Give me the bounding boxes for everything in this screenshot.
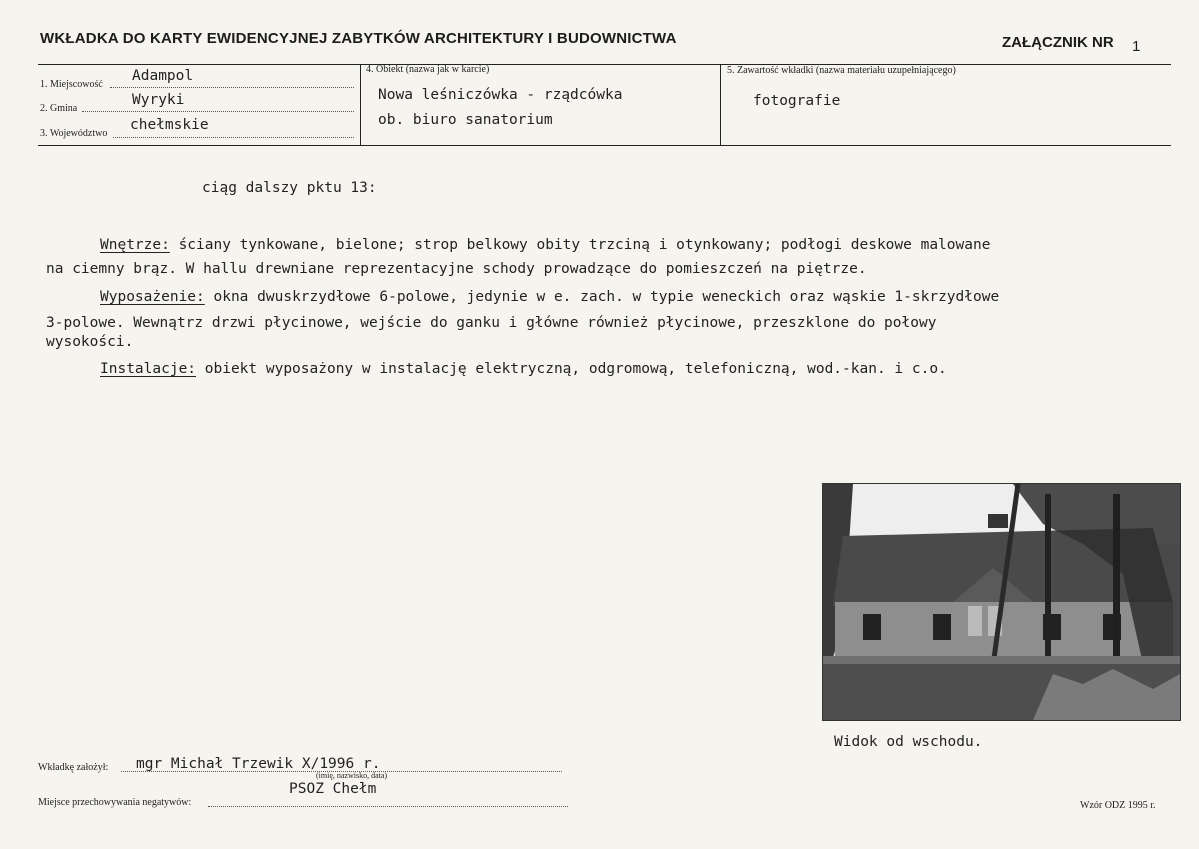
commune-value: Wyryki (132, 92, 185, 108)
furnishing-line-3: wysokości. (46, 334, 134, 350)
header-divider-2 (720, 64, 721, 145)
body-intro: ciąg dalszy pktu 13: (202, 180, 377, 196)
interior-line-2: na ciemny brąz. W hallu drewniane reprezentacyjne schody prowadzące do pomieszczeń na piętrze. (46, 261, 867, 277)
created-by-sublabel: (imię, nazwisko, data) (316, 771, 388, 780)
furnishing-line-2: 3-polowe. Wewnątrz drzwi płycinowe, wejście do ganku i główne również płycinowe, przeszklone do połowy (46, 315, 937, 331)
contents-value: fotografie (753, 93, 841, 109)
header-bottom-line (38, 145, 1171, 146)
voivodeship-value: chełmskie (130, 117, 209, 133)
furnishing-line-1 (100, 289, 999, 305)
interior-line-1 (100, 237, 990, 253)
interior-heading: Wnętrze: (100, 237, 170, 253)
object-value-2: ob. biuro sanatorium (378, 112, 553, 128)
header-top-line (38, 64, 1171, 65)
attachment-number: 1 (1132, 38, 1141, 55)
photo-caption: Widok od wschodu. (834, 734, 983, 750)
header-divider-1 (360, 64, 361, 145)
form-title: WKŁADKA DO KARTY EWIDENCYJNEJ ZABYTKÓW ARCHITEKTURY I BUDOWNICTWA (40, 30, 677, 47)
negatives-location-label: Miejsce przechowywania negatywów: (38, 797, 192, 808)
installations-line-1 (100, 361, 947, 377)
voivodeship-dots (113, 137, 354, 138)
house-photograph (822, 483, 1181, 721)
locality-dots (110, 87, 354, 88)
locality-value: Adampol (132, 68, 194, 84)
attachment-label: ZAŁĄCZNIK NR (1002, 34, 1114, 51)
commune-dots (82, 111, 354, 112)
commune-label: 2. Gmina (40, 103, 78, 114)
created-by-value: mgr Michał Trzewik X/1996 r. (136, 756, 381, 772)
locality-label: 1. Miejscowość (40, 79, 103, 90)
object-value-1: Nowa leśniczówka - rządcówka (378, 87, 623, 103)
form-code: Wzór ODZ 1995 r. (1080, 800, 1156, 811)
object-label: 4. Obiekt (nazwa jak w karcie) (366, 64, 490, 75)
furnishing-heading: Wyposażenie: (100, 289, 205, 305)
house-photo-image (823, 484, 1180, 720)
negatives-location-dots (208, 806, 568, 807)
furnishing-text-1: okna dwuskrzydłowe 6-polowe, jedynie w e. zach. w typie weneckich oraz wąskie 1-skrzydłowe (204, 289, 1000, 305)
installations-heading: Instalacje: (100, 361, 197, 377)
interior-text-1: ściany tynkowane, bielone; strop belkowy obity trzciną i otynkowany; podłogi deskowe malowane (169, 237, 991, 253)
installations-text-1: obiekt wyposażony w instalację elektryczną, odgromową, telefoniczną, wod.-kan. i c.o. (196, 361, 947, 377)
created-by-label: Wkładkę założył: (38, 762, 109, 773)
voivodeship-label: 3. Województwo (40, 128, 108, 139)
negatives-location-value: PSOZ Chełm (289, 781, 377, 797)
contents-label: 5. Zawartość wkładki (nazwa materiału uzupełniającego) (727, 65, 956, 76)
